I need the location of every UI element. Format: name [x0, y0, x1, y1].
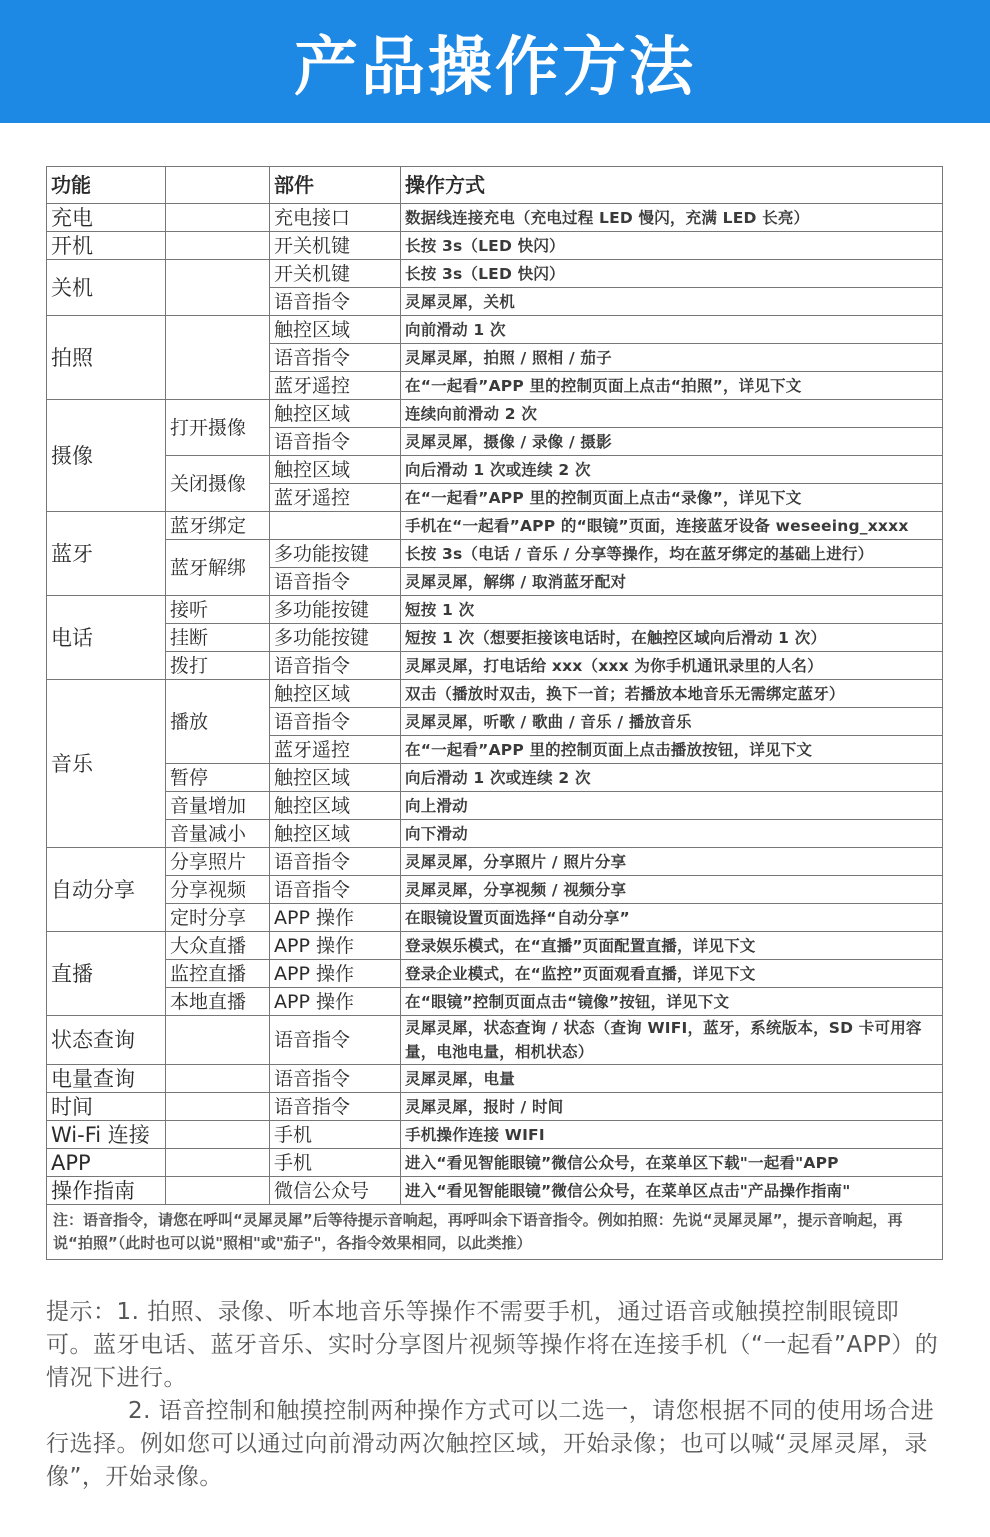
table-row	[47, 764, 943, 792]
operation-cell: 向后滑动 1 次或连续 2 次	[401, 456, 943, 484]
table-row	[47, 624, 943, 652]
part-cell: 触控区域	[270, 792, 401, 820]
part-cell: 语音指令	[270, 428, 401, 456]
part-cell: 微信公众号	[270, 1177, 401, 1205]
operation-cell: 短按 1 次	[401, 596, 943, 624]
table-body	[47, 167, 943, 1260]
operation-table	[46, 166, 943, 1260]
table-row	[47, 960, 943, 988]
function-cell: 时间	[47, 1093, 166, 1121]
part-cell: 手机	[270, 1121, 401, 1149]
subfunction-cell	[166, 1177, 270, 1205]
function-cell: 直播	[47, 932, 166, 1016]
operation-cell: 在“眼镜”控制页面点击“镜像”按钮，详见下文	[401, 988, 943, 1016]
subfunction-cell	[166, 1065, 270, 1093]
part-cell: 蓝牙遥控	[270, 484, 401, 512]
part-cell: 语音指令	[270, 1093, 401, 1121]
function-cell: Wi-Fi 连接	[47, 1121, 166, 1149]
table-row	[47, 400, 943, 428]
subfunction-cell: 暂停	[166, 764, 270, 792]
part-cell: 语音指令	[270, 708, 401, 736]
operation-cell: 灵犀灵犀，拍照 / 照相 / 茄子	[401, 344, 943, 372]
subfunction-cell: 分享视频	[166, 876, 270, 904]
subfunction-cell: 定时分享	[166, 904, 270, 932]
table-row	[47, 652, 943, 680]
header-cell-operation: 操作方式	[401, 167, 943, 204]
table-header-row	[47, 167, 943, 204]
function-cell: 拍照	[47, 316, 166, 400]
part-cell: 触控区域	[270, 680, 401, 708]
operation-cell: 向前滑动 1 次	[401, 316, 943, 344]
table-row	[47, 876, 943, 904]
function-cell: 开机	[47, 232, 166, 260]
part-cell: 多功能按键	[270, 540, 401, 568]
subfunction-cell: 监控直播	[166, 960, 270, 988]
operation-cell: 手机操作连接 WIFI	[401, 1121, 943, 1149]
subfunction-cell	[166, 1121, 270, 1149]
table-row	[47, 316, 943, 344]
part-cell: 触控区域	[270, 764, 401, 792]
function-cell: 自动分享	[47, 848, 166, 932]
operation-cell: 灵犀灵犀，听歌 / 歌曲 / 音乐 / 播放音乐	[401, 708, 943, 736]
function-cell: 操作指南	[47, 1177, 166, 1205]
table-row	[47, 848, 943, 876]
operation-cell: 灵犀灵犀，解绑 / 取消蓝牙配对	[401, 568, 943, 596]
subfunction-cell: 本地直播	[166, 988, 270, 1016]
subfunction-cell	[166, 1093, 270, 1121]
operation-cell: 手机在“一起看”APP 的“眼镜”页面，连接蓝牙设备 weseeing_xxxx	[401, 512, 943, 540]
subfunction-cell: 分享照片	[166, 848, 270, 876]
function-cell: 关机	[47, 260, 166, 316]
part-cell: 充电接口	[270, 204, 401, 232]
subfunction-cell: 音量增加	[166, 792, 270, 820]
operation-cell: 在“一起看”APP 里的控制页面上点击“录像”，详见下文	[401, 484, 943, 512]
table-row	[47, 1016, 943, 1065]
table-row	[47, 680, 943, 708]
part-cell: 多功能按键	[270, 624, 401, 652]
tips-section	[46, 1296, 946, 1494]
subfunction-cell	[166, 260, 270, 316]
part-cell: 语音指令	[270, 1065, 401, 1093]
page-title: 产品操作方法	[294, 30, 696, 105]
part-cell: 语音指令	[270, 848, 401, 876]
part-cell: 手机	[270, 1149, 401, 1177]
operation-cell: 进入“看见智能眼镜”微信公众号，在菜单区点击"产品操作指南"	[401, 1177, 943, 1205]
table-row	[47, 792, 943, 820]
operation-cell: 在“一起看”APP 里的控制页面上点击播放按钮，详见下文	[401, 736, 943, 764]
table-row	[47, 1149, 943, 1177]
function-cell: 摄像	[47, 400, 166, 512]
tips-paragraph-2: 2. 语音控制和触摸控制两种操作方式可以二选一，请您根据不同的使用场合进行选择。例如您可以通过向前滑动两次触控区域，开始录像；也可以喊“灵犀灵犀，录像”，开始录像。	[46, 1398, 935, 1490]
table-row	[47, 1177, 943, 1205]
operation-cell: 在眼镜设置页面选择“自动分享”	[401, 904, 943, 932]
part-cell: 开关机键	[270, 232, 401, 260]
operation-cell: 登录企业模式，在“监控”页面观看直播，详见下文	[401, 960, 943, 988]
operation-cell: 短按 1 次（想要拒接该电话时，在触控区域向后滑动 1 次）	[401, 624, 943, 652]
part-cell: 开关机键	[270, 260, 401, 288]
operation-cell: 向上滑动	[401, 792, 943, 820]
table-row	[47, 540, 943, 568]
subfunction-cell	[166, 232, 270, 260]
operation-cell: 向下滑动	[401, 820, 943, 848]
subfunction-cell	[166, 1149, 270, 1177]
table-row	[47, 988, 943, 1016]
subfunction-cell: 音量减小	[166, 820, 270, 848]
operation-cell: 在“一起看”APP 里的控制页面上点击“拍照”，详见下文	[401, 372, 943, 400]
subfunction-cell: 接听	[166, 596, 270, 624]
function-cell: 音乐	[47, 680, 166, 848]
function-cell: 充电	[47, 204, 166, 232]
subfunction-cell	[166, 316, 270, 400]
part-cell: APP 操作	[270, 988, 401, 1016]
operation-cell: 长按 3s（LED 快闪）	[401, 232, 943, 260]
subfunction-cell: 蓝牙绑定	[166, 512, 270, 540]
part-cell: 触控区域	[270, 456, 401, 484]
subfunction-cell	[166, 204, 270, 232]
title-banner	[0, 0, 990, 123]
operation-cell: 灵犀灵犀，状态查询 / 状态（查询 WIFI，蓝牙，系统版本，SD 卡可用容量，电池电量，相机状态）	[401, 1016, 943, 1065]
header-cell-subfunction	[166, 167, 270, 204]
note-cell: 注：语音指令，请您在呼叫“灵犀灵犀”后等待提示音响起，再呼叫余下语音指令。例如拍照：先说“灵犀灵犀”，提示音响起，再说“拍照”（此时也可以说"照相"或"茄子"，各指令效果相同，以此类推）	[47, 1205, 943, 1260]
subfunction-cell: 关闭摄像	[166, 456, 270, 512]
table-row	[47, 1065, 943, 1093]
subfunction-cell: 播放	[166, 680, 270, 764]
operation-table-container	[46, 166, 942, 1260]
part-cell: 触控区域	[270, 316, 401, 344]
operation-cell: 双击（播放时双击，换下一首；若播放本地音乐无需绑定蓝牙）	[401, 680, 943, 708]
operation-cell: 登录娱乐模式，在“直播”页面配置直播，详见下文	[401, 932, 943, 960]
part-cell: 语音指令	[270, 344, 401, 372]
operation-cell: 灵犀灵犀，电量	[401, 1065, 943, 1093]
part-cell	[270, 512, 401, 540]
function-cell: 电量查询	[47, 1065, 166, 1093]
part-cell: APP 操作	[270, 932, 401, 960]
table-row	[47, 820, 943, 848]
table-row	[47, 932, 943, 960]
part-cell: 蓝牙遥控	[270, 372, 401, 400]
part-cell: 语音指令	[270, 288, 401, 316]
operation-cell: 灵犀灵犀，分享照片 / 照片分享	[401, 848, 943, 876]
part-cell: 语音指令	[270, 568, 401, 596]
operation-cell: 长按 3s（电话 / 音乐 / 分享等操作，均在蓝牙绑定的基础上进行）	[401, 540, 943, 568]
function-cell: 蓝牙	[47, 512, 166, 596]
table-row	[47, 1093, 943, 1121]
operation-cell: 灵犀灵犀，报时 / 时间	[401, 1093, 943, 1121]
subfunction-cell: 打开摄像	[166, 400, 270, 456]
function-cell: APP	[47, 1149, 166, 1177]
part-cell: 语音指令	[270, 1016, 401, 1065]
subfunction-cell	[166, 1016, 270, 1065]
subfunction-cell: 挂断	[166, 624, 270, 652]
part-cell: APP 操作	[270, 960, 401, 988]
function-cell: 电话	[47, 596, 166, 680]
table-row	[47, 456, 943, 484]
operation-cell: 数据线连接充电（充电过程 LED 慢闪，充满 LED 长亮）	[401, 204, 943, 232]
part-cell: 蓝牙遥控	[270, 736, 401, 764]
table-row	[47, 596, 943, 624]
header-cell-part: 部件	[270, 167, 401, 204]
operation-cell: 灵犀灵犀，关机	[401, 288, 943, 316]
table-row	[47, 904, 943, 932]
operation-cell: 连续向前滑动 2 次	[401, 400, 943, 428]
subfunction-cell: 拨打	[166, 652, 270, 680]
part-cell: 语音指令	[270, 876, 401, 904]
table-row	[47, 260, 943, 288]
table-row	[47, 512, 943, 540]
subfunction-cell: 蓝牙解绑	[166, 540, 270, 596]
header-cell-function: 功能	[47, 167, 166, 204]
tips-paragraph-1: 提示：1. 拍照、录像、听本地音乐等操作不需要手机，通过语音或触摸控制眼镜即可。蓝牙电话、蓝牙音乐、实时分享图片视频等操作将在连接手机（“一起看”APP）的情况下进行。	[46, 1299, 939, 1391]
operation-cell: 灵犀灵犀，打电话给 xxx（xxx 为你手机通讯录里的人名）	[401, 652, 943, 680]
operation-cell: 进入“看见智能眼镜”微信公众号，在菜单区下载"一起看"APP	[401, 1149, 943, 1177]
note-row	[47, 1205, 943, 1260]
function-cell: 状态查询	[47, 1016, 166, 1065]
part-cell: 触控区域	[270, 400, 401, 428]
table-row	[47, 232, 943, 260]
operation-cell: 灵犀灵犀，分享视频 / 视频分享	[401, 876, 943, 904]
operation-cell: 灵犀灵犀，摄像 / 录像 / 摄影	[401, 428, 943, 456]
part-cell: APP 操作	[270, 904, 401, 932]
subfunction-cell: 大众直播	[166, 932, 270, 960]
table-row	[47, 1121, 943, 1149]
part-cell: 触控区域	[270, 820, 401, 848]
part-cell: 语音指令	[270, 652, 401, 680]
table-row	[47, 204, 943, 232]
operation-cell: 长按 3s（LED 快闪）	[401, 260, 943, 288]
operation-cell: 向后滑动 1 次或连续 2 次	[401, 764, 943, 792]
part-cell: 多功能按键	[270, 596, 401, 624]
